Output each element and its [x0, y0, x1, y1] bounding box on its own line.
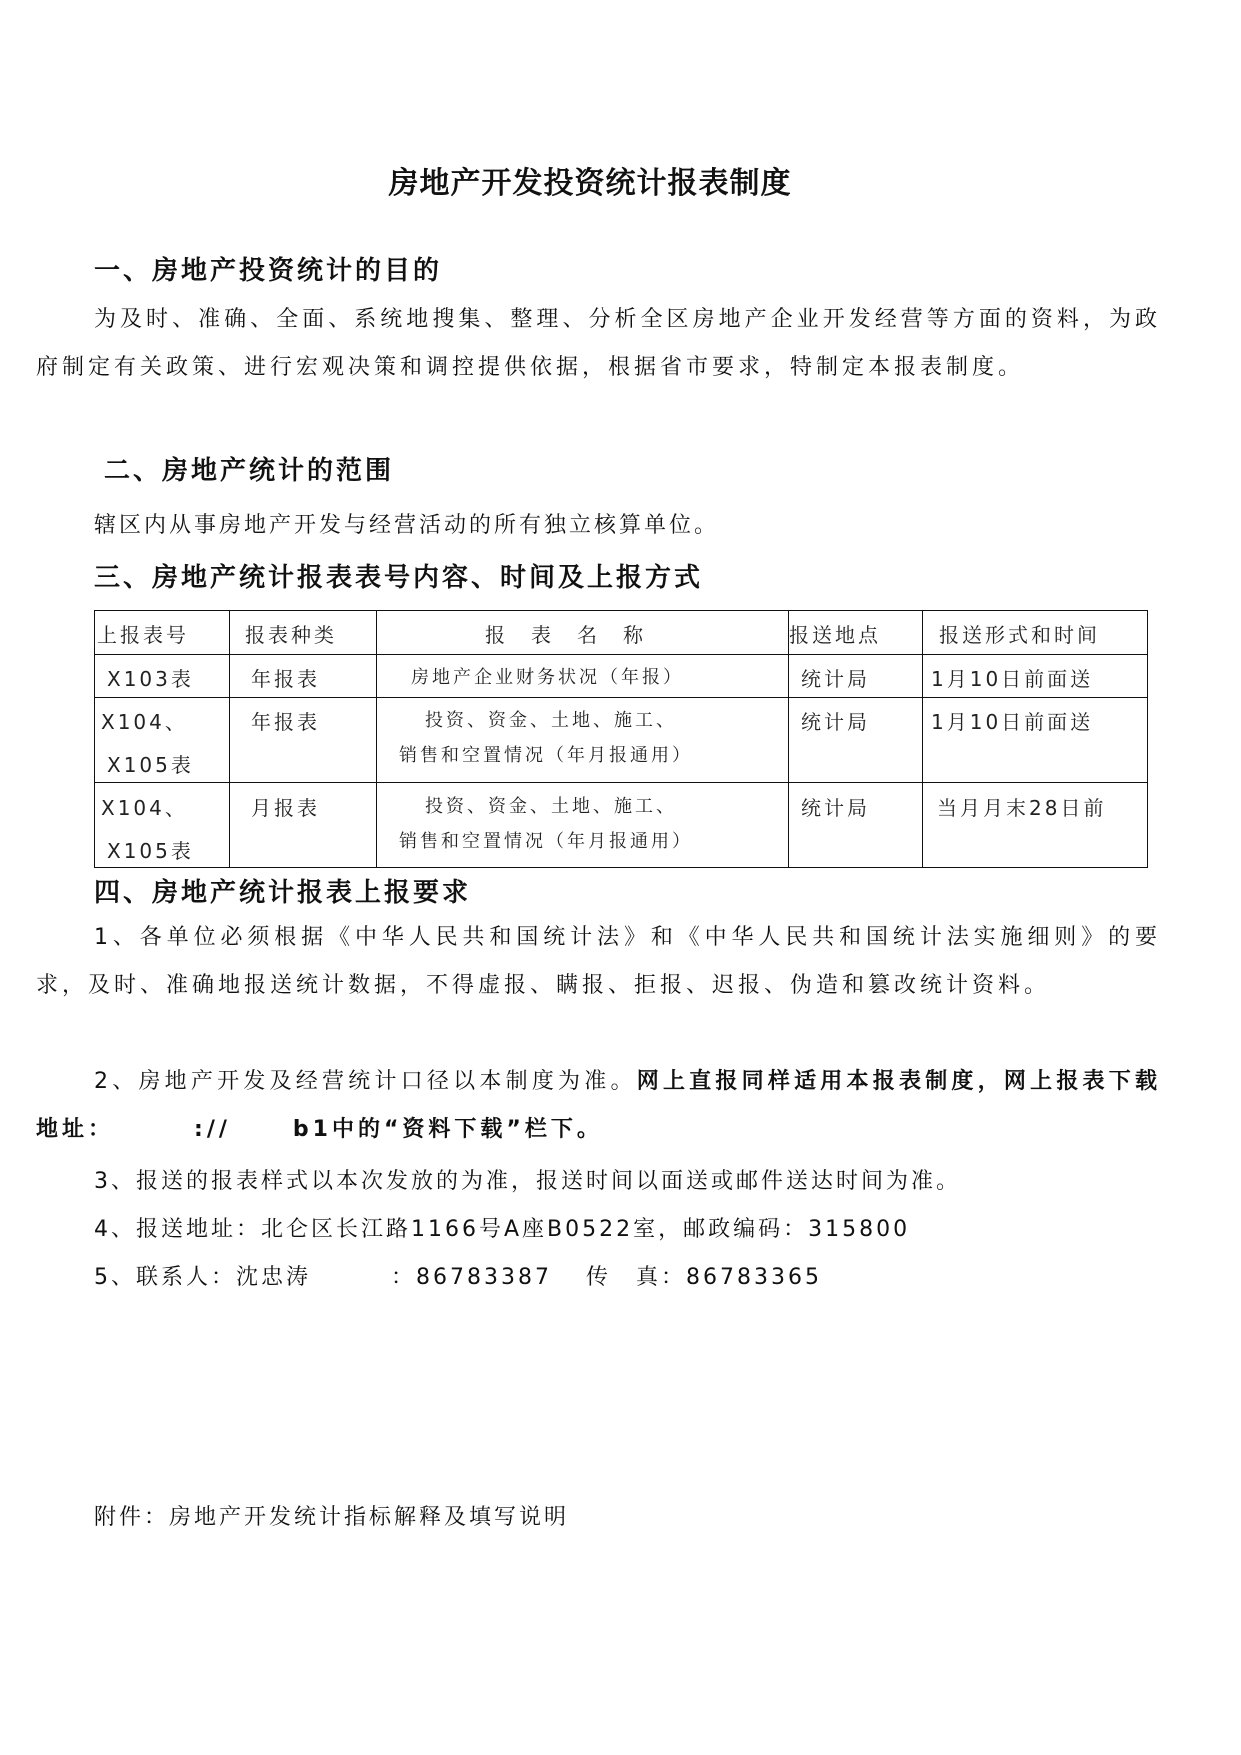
section-body-purpose: 为及时、准确、全面、系统地搜集、整理、分析全区房地产企业开发经营等方面的资料，为政府制定有关政策、进行宏观决策和调控提供依据，根据省市要求，特制定本报表制度。 [36, 307, 1161, 380]
table-cell-place: 统计局 [801, 667, 870, 691]
table-cell-name: 房地产企业财务状况（年报） [411, 667, 684, 688]
table-cell-kind: 年报表 [251, 710, 320, 734]
table-cell-name: 投资、资金、土地、施工、 [425, 710, 677, 731]
table-cell-time: 1月10日前面送 [931, 710, 1094, 734]
table-cell-code: X105表 [107, 839, 194, 863]
table-cell-code: X104、 [101, 796, 188, 820]
section-heading-requirements: 四、房地产统计报表上报要求 [94, 878, 472, 908]
section-heading-table: 三、房地产统计报表表号内容、时间及上报方式 [94, 563, 704, 593]
table-cell-time: 当月月末28日前 [937, 796, 1107, 820]
table-header-place: 报送地点 [789, 623, 881, 647]
requirement-item-5 [94, 1260, 822, 1291]
table-cell-name: 销售和空置情况（年月报通用） [399, 745, 693, 766]
requirement-item-2-emphasis: 网上直报同样适用本报表制度，网上报表下载地址： [36, 1069, 1161, 1142]
table-header-name: 报 表 名 称 [485, 623, 646, 647]
table-cell-code: X105表 [107, 753, 194, 777]
table-cell-place: 统计局 [801, 710, 870, 734]
table-cell-place: 统计局 [801, 796, 870, 820]
attachment-note: 附件：房地产开发统计指标解释及填写说明 [94, 1505, 570, 1530]
section-body-scope: 辖区内从事房地产开发与经营活动的所有独立核算单位。 [94, 513, 720, 538]
section-heading-scope: 二、房地产统计的范围 [104, 456, 395, 486]
requirement-item-2-url-fragment: :// [194, 1117, 231, 1142]
contact-person: 5、联系人：沈忠涛 [94, 1265, 311, 1290]
table-cell-code: X103表 [107, 667, 194, 691]
table-header-code: 上报表号 [97, 623, 189, 647]
document-title: 房地产开发投资统计报表制度 [388, 166, 792, 201]
requirement-item-2-download: b1中的“资料下载”栏下。 [292, 1117, 603, 1142]
contact-phone: ：86783387 [391, 1265, 552, 1290]
table-header-time: 报送形式和时间 [939, 623, 1100, 647]
table-cell-name: 销售和空置情况（年月报通用） [399, 831, 693, 852]
requirement-item-2-text: 2、房地产开发及经营统计口径以本制度为准。 [94, 1069, 637, 1094]
table-header-kind: 报表种类 [245, 623, 337, 647]
section-heading-purpose: 一、房地产投资统计的目的 [94, 256, 443, 286]
requirement-item-1: 1、各单位必须根据《中华人民共和国统计法》和《中华人民共和国统计法实施细则》的要求，及时、准确地报送统计数据，不得虚报、瞒报、拒报、迟报、伪造和篡改统计资料。 [36, 925, 1161, 998]
table-cell-name: 投资、资金、土地、施工、 [425, 796, 677, 817]
requirement-item-4: 4、报送地址：北仑区长江路1166号A座B0522室，邮政编码：315800 [94, 1217, 911, 1242]
table-cell-kind: 年报表 [251, 667, 320, 691]
table-cell-code: X104、 [101, 710, 188, 734]
requirement-item-3: 3、报送的报表样式以本次发放的为准，报送时间以面送或邮件送达时间为准。 [94, 1169, 961, 1194]
contact-fax: 传 真：86783365 [585, 1265, 822, 1290]
report-table [94, 610, 1148, 868]
table-cell-time: 1月10日前面送 [931, 667, 1094, 691]
table-cell-kind: 月报表 [251, 796, 320, 820]
requirement-item-2 [36, 1058, 1161, 1154]
